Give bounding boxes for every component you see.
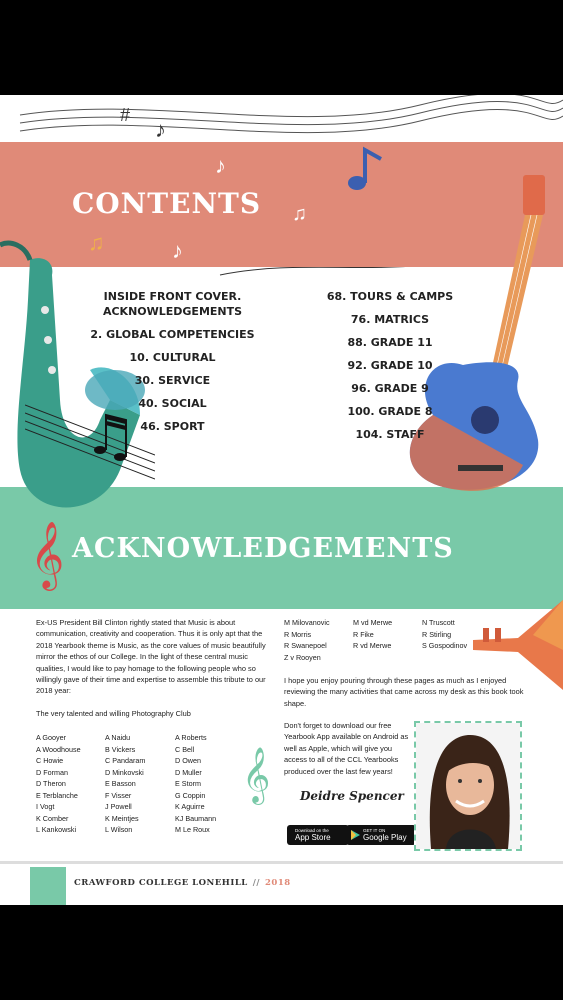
yearbook-page (0, 95, 563, 905)
name-entry: C Bell (175, 744, 195, 754)
footer (74, 878, 291, 888)
music-note-icon: ♫ (88, 230, 105, 255)
toc-item[interactable]: 104. STAFF (355, 428, 425, 441)
toc-item[interactable]: 96. GRADE 9 (351, 382, 429, 395)
footer-accent-square (30, 867, 66, 905)
app-store-badge[interactable] (287, 825, 349, 845)
toc-item[interactable]: INSIDE FRONT COVER. ACKNOWLEDGEMENTS (102, 290, 243, 318)
toc-item[interactable]: 30. SERVICE (134, 374, 211, 387)
names-column (36, 732, 81, 836)
name-entry: A Woodhouse (36, 744, 81, 754)
google-play-label: Google Play (363, 833, 407, 842)
name-entry: L Kankowski (36, 825, 77, 834)
toc-item[interactable]: 100. GRADE 8 (347, 405, 433, 418)
footer-year: 2018 (265, 878, 291, 888)
toc-item[interactable]: 10. CULTURAL (129, 351, 216, 364)
name-entry: K Aguirre (175, 802, 205, 811)
toc-item[interactable]: 68. TOURS & CAMPS (326, 290, 454, 303)
name-entry: J Powell (105, 802, 132, 811)
name-entry: D Owen (175, 756, 201, 765)
name-entry: R Swanepoel (284, 641, 327, 650)
google-play-badge[interactable] (346, 825, 416, 845)
music-note-icon: ♪ (155, 117, 166, 142)
author-portrait (414, 721, 522, 851)
music-note-icon: ♪ (215, 153, 226, 178)
names-column (353, 617, 392, 652)
contents-title: CONTENTS (72, 187, 262, 220)
name-entry: E Basson (105, 779, 136, 788)
name-entry: M Milovanovic (284, 618, 330, 627)
toc-item[interactable]: 88. GRADE 11 (347, 336, 433, 349)
name-entry: A Roberts (175, 733, 207, 742)
acknowledgements-title: ACKNOWLEDGEMENTS (72, 533, 454, 564)
school-name: CRAWFORD COLLEGE LONEHILL (74, 878, 248, 888)
names-column (175, 732, 216, 836)
toc-item[interactable]: 40. SOCIAL (138, 397, 207, 410)
name-entry: D Forman (36, 767, 68, 777)
music-note-icon: # (120, 105, 131, 125)
name-entry: KJ Baumann (175, 813, 217, 823)
music-note-icon: ♫ (292, 203, 307, 225)
name-entry: E Storm (175, 779, 201, 788)
music-note-icon: ♪ (172, 238, 183, 263)
name-entry: A Naidu (105, 733, 131, 742)
name-entry: M vd Merwe (353, 618, 393, 627)
name-entry: K Comber (36, 813, 69, 823)
name-entry: R Fike (353, 629, 374, 639)
download-paragraph: Don't forget to download our free Yearbook App available on Android as well as Apple, which will give you access to all of the CCL Yearbooks produced over the last few years! (284, 721, 409, 776)
name-entry: D Muller (175, 767, 202, 777)
name-entry: L Wilson (105, 825, 133, 834)
intro-paragraph: Ex-US President Bill Clinton rightly stated that Music is about communication, creativity and cooperation. Thus it is only apt that the 2018 Yearbook theme is Music, as the core values of music beautifully mirror the ethos of our College. In the light of these central music qualities, I would like to pay homage to the following people who so willingly gave of their time and expertise to assemble this tribute to our 2018 year: (36, 618, 266, 696)
toc-item[interactable]: 46. SPORT (140, 420, 205, 433)
name-entry: K Meintjes (105, 813, 139, 823)
footer-divider (0, 861, 563, 864)
name-entry: B Vickers (105, 744, 136, 754)
names-column (422, 617, 467, 652)
name-entry: M Le Roux (175, 825, 210, 834)
treble-clef-icon: 𝄞 (30, 520, 65, 588)
treble-clef-icon: 𝄞 (242, 747, 271, 803)
name-entry: R vd Merwe (353, 641, 392, 650)
name-entry: R Stirling (422, 629, 452, 639)
toc-right-column (320, 285, 460, 446)
name-entry: F Visser (105, 790, 132, 800)
name-entry: C Pandaram (105, 756, 146, 765)
name-entry: S Gospodinov (422, 641, 468, 650)
play-store-icon (351, 830, 360, 840)
signature: Deidre Spencer (300, 789, 404, 803)
name-entry: I Vogt (36, 802, 55, 811)
name-entry: D Minkovski (105, 767, 144, 777)
names-column (105, 732, 145, 836)
name-entry: C Howie (36, 756, 64, 765)
hope-paragraph: I hope you enjoy pouring through these pages as much as I enjoyed reviewing the many activities that came across my desk as this book took shape. (284, 676, 524, 708)
name-entry: E Terblanche (36, 790, 78, 800)
name-entry: R Morris (284, 629, 312, 639)
toc-item[interactable]: 2. GLOBAL COMPETENCIES (90, 328, 255, 341)
toc-item[interactable]: 92. GRADE 10 (347, 359, 433, 372)
app-store-small-text: Download on the (295, 828, 329, 833)
names-column (284, 617, 330, 663)
toc-left-column (80, 287, 265, 438)
name-entry: N Truscott (422, 618, 455, 627)
app-store-label: App Store (295, 833, 331, 842)
name-entry: Z v Rooyen (284, 652, 321, 662)
photography-club-line: The very talented and willing Photography Club (36, 709, 191, 718)
footer-separator: // (252, 878, 260, 888)
music-note-icon (345, 145, 385, 195)
name-entry: D Theron (36, 779, 66, 788)
toc-item[interactable]: 76. MATRICS (350, 313, 430, 326)
name-entry: G Coppin (175, 790, 206, 800)
name-entry: A Gooyer (36, 733, 66, 742)
google-play-small-text: GET IT ON (363, 828, 386, 833)
